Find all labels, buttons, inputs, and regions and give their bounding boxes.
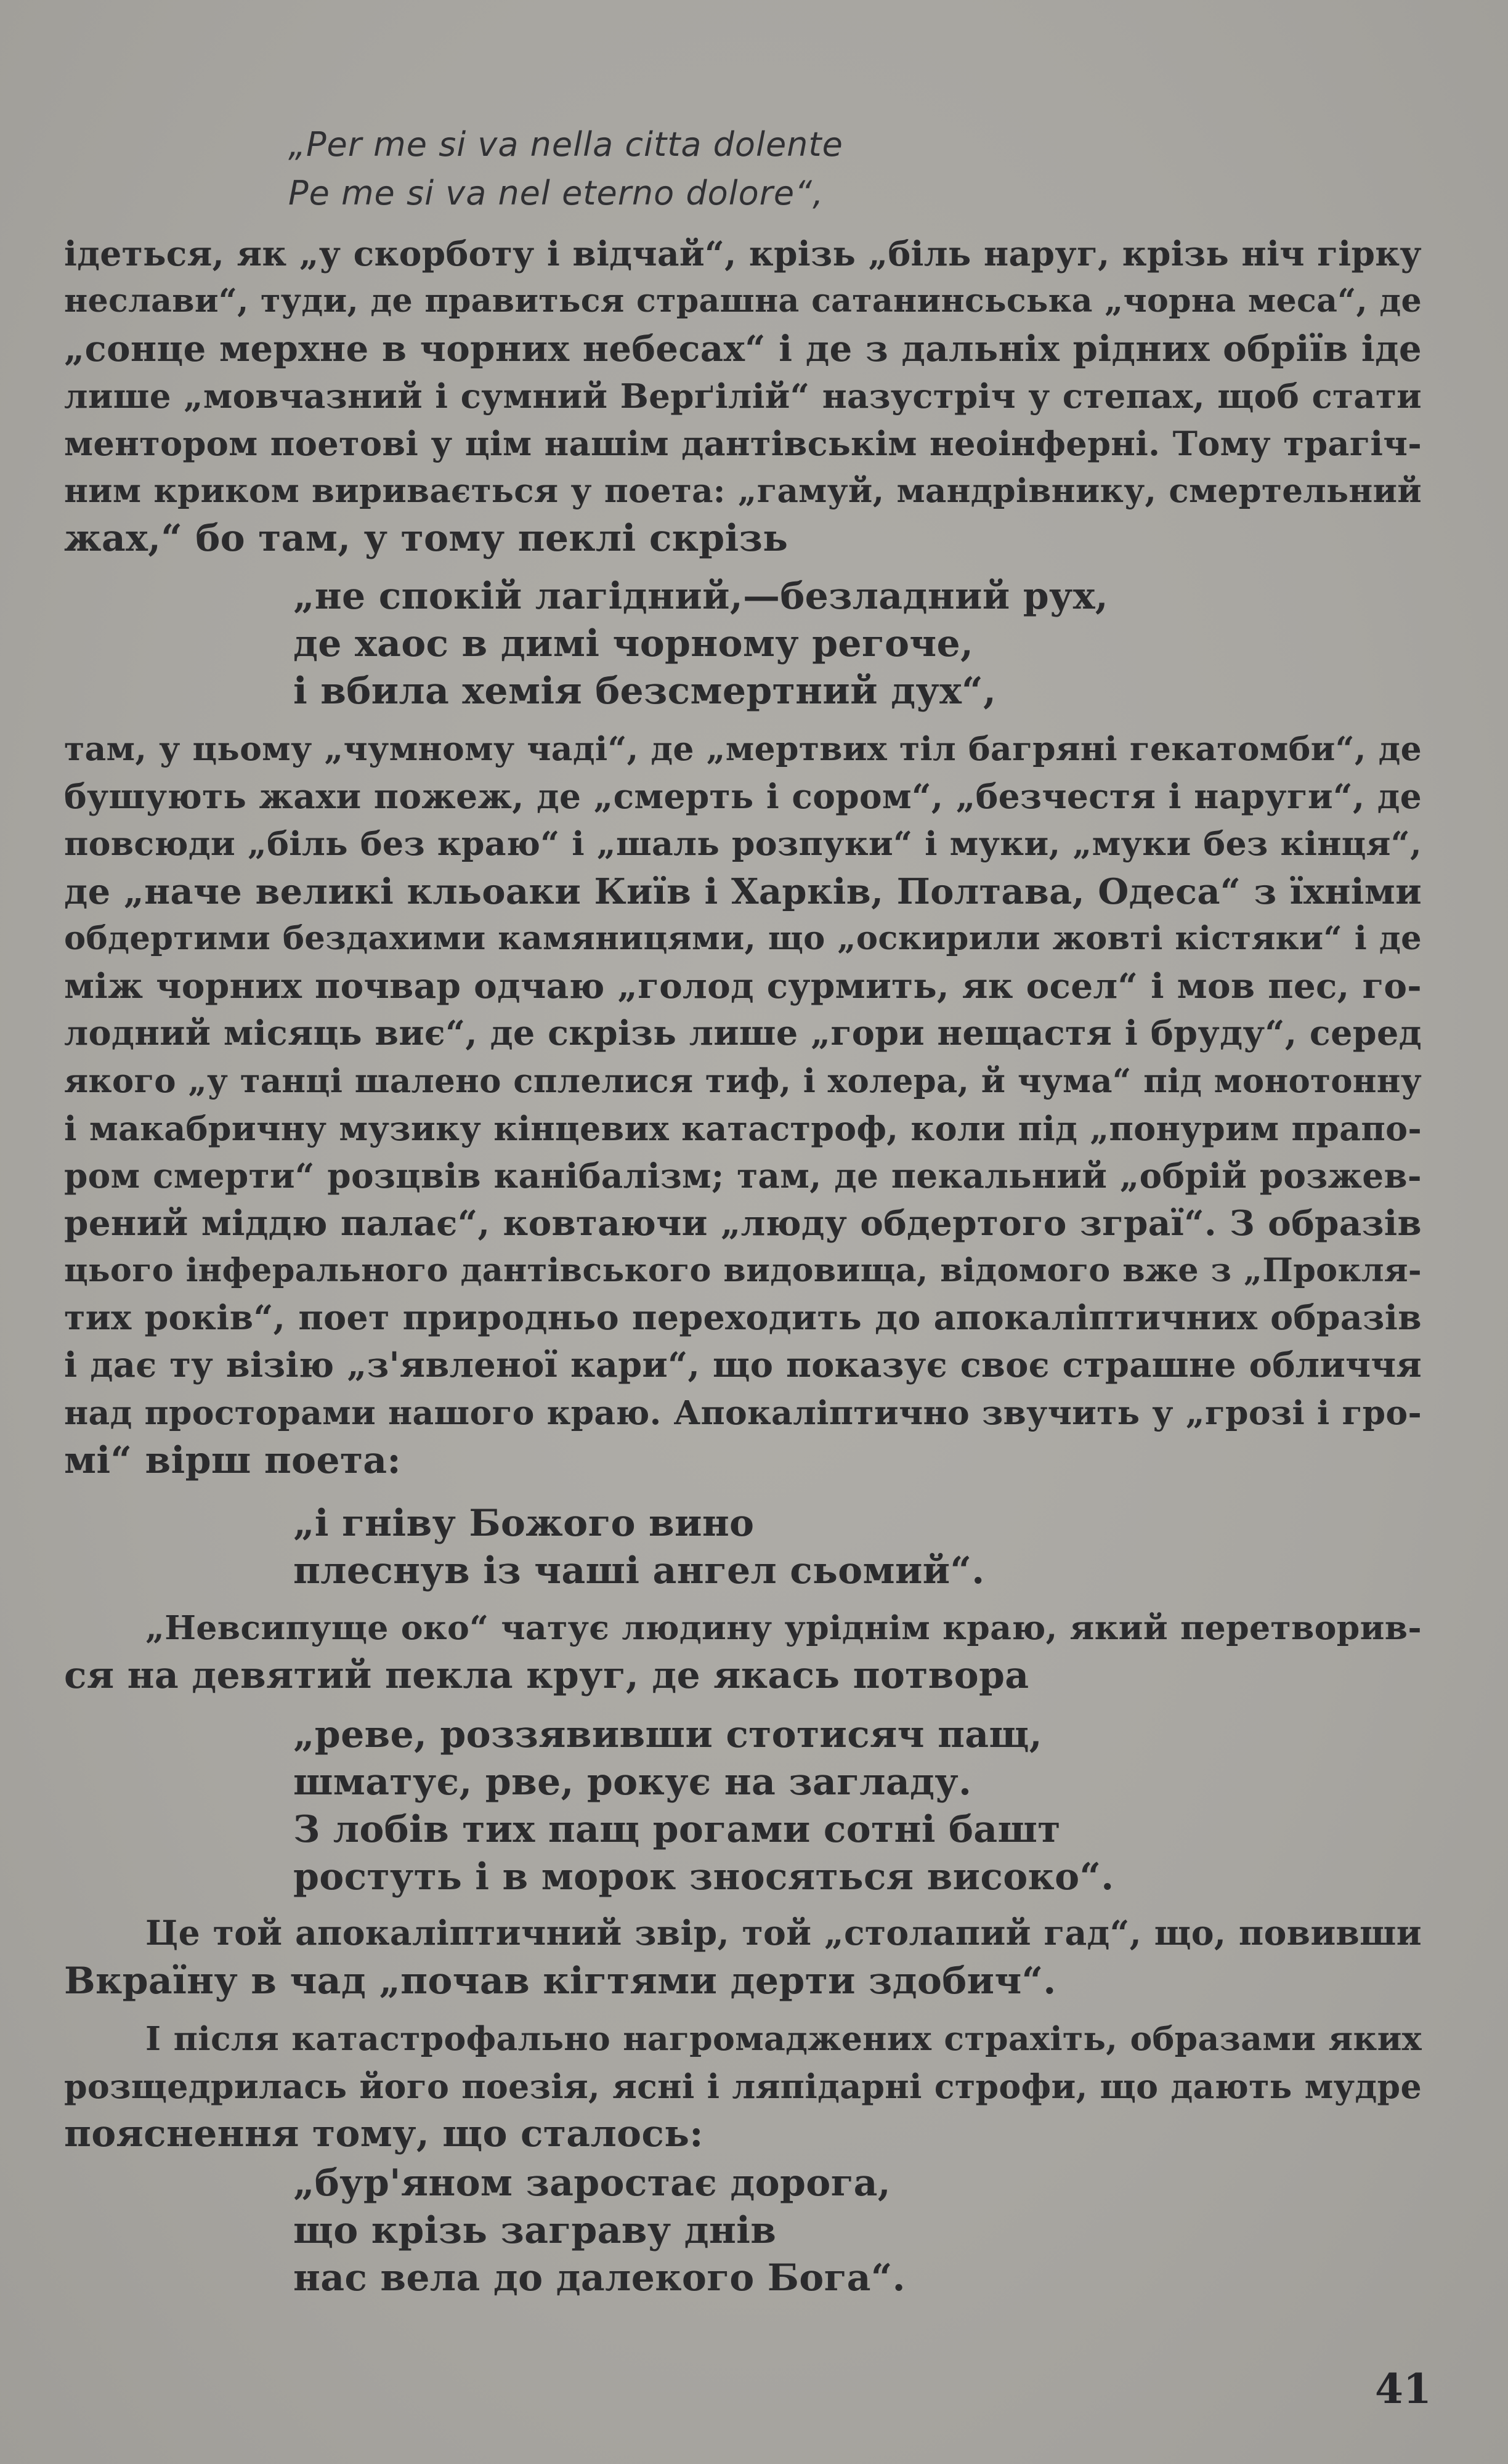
text-line: лодний місяць виє“, де скрізь лише „гори нещастя і бруду“, серед bbox=[64, 1013, 1422, 1053]
text-line: де „наче великі кльоаки Київ і Харків, Полтава, Одеса“ з їхніми bbox=[64, 870, 1422, 912]
text-line: ментором поетові у цім нашім дантівськім неоінферні. Тому трагіч- bbox=[64, 424, 1422, 463]
text-line: ром смерти“ розцвів канібалізм; там, де пекальний „обрій розжев- bbox=[64, 1156, 1422, 1196]
poem-line: З лобів тих пащ рогами сотні башт bbox=[293, 1808, 1061, 1851]
poem-line: ростуть і в морок зносяться високо“. bbox=[293, 1855, 1114, 1899]
text-line: ся на девятий пекла круг, де якась потвора bbox=[64, 1654, 1029, 1697]
text-line: повсюди „біль без краю“ і „шаль розпуки“ і муки, „муки без кінця“, bbox=[64, 824, 1422, 863]
text-line: там, у цьому „чумному чаді“, де „мертвих тіл багряні гекатомби“, де bbox=[64, 729, 1422, 768]
text-line: якого „у танці шалено сплелися тиф, і холера, й чума“ під монотонну bbox=[64, 1062, 1422, 1100]
poem-line: „і гніву Божого вино bbox=[293, 1502, 755, 1545]
poem-line: шматує, рве, рокує на загладу. bbox=[293, 1761, 972, 1804]
poem-line: де хаос в димі чорному регоче, bbox=[293, 622, 974, 665]
text-line: „Невсипуще око“ чатує людину уріднім краю, який перетворив- bbox=[145, 1608, 1422, 1647]
poem-line: плеснув із чаші ангел сьомий“. bbox=[293, 1549, 985, 1592]
text-line: бушують жахи пожеж, де „смерть і сором“, „безчестя і наруги“, де bbox=[64, 776, 1422, 816]
text-line: лише „мовчазний і сумний Верґілій“ назустріч у степах, щоб стати bbox=[64, 376, 1422, 416]
text-line: „сонце мерхне в чорних небесах“ і де з дальніх рідних обріїв іде bbox=[64, 328, 1422, 370]
text-line: між чорних почвар одчаю „голод сурмить, як осел“ і мов пес, го- bbox=[64, 966, 1422, 1007]
poem-line: „не спокій лагідний,—безладний рух, bbox=[293, 575, 1108, 618]
text-line: ідеться, як „у скорботу і відчай“, крізь „біль наруг, крізь ніч гірку bbox=[64, 233, 1422, 274]
text-line: мі“ вірш поета: bbox=[64, 1439, 401, 1482]
epigraph-line: Pe me si va nel eterno dolore“, bbox=[288, 174, 824, 213]
text-line: Це той апокаліптичний звір, той „столапий гад“, що, повивши bbox=[145, 1913, 1422, 1953]
text-line: рений міддю палає“, ковтаючи „люду обдертого зграї“. З образів bbox=[64, 1203, 1422, 1244]
text-line: пояснення тому, що сталось: bbox=[64, 2112, 703, 2155]
poem-line: „реве, роззявивши стотисяч пащ, bbox=[293, 1713, 1042, 1756]
text-line: розщедрилась його поезія, ясні і ляпідарні строфи, що дають мудре bbox=[64, 2067, 1422, 2106]
text-line: жах,“ бо там, у тому пеклі скрізь bbox=[64, 517, 788, 560]
text-line: над просторами нашого краю. Апокаліптично звучить у „грозі і гро- bbox=[64, 1393, 1422, 1432]
text-line: неслави“, туди, де правиться страшна сатанинсьська „чорна меса“, де bbox=[64, 282, 1422, 320]
poem-line: „бур'яном заростає дорога, bbox=[293, 2162, 891, 2205]
poem-line: нас вела до далекого Бога“. bbox=[293, 2256, 906, 2300]
text-line: і макабричну музику кінцевих катастроф, коли під „понурим прапо- bbox=[64, 1109, 1422, 1148]
text-line: ним криком виривається у поета: „гамуй, мандрівнику, смертельний bbox=[64, 471, 1422, 510]
text-line: І після катастрофально нагромаджених страхіть, образами яких bbox=[145, 2019, 1422, 2058]
text-line: і дає ту візію „з'явленої кари“, що показує своє страшне обличчя bbox=[64, 1345, 1422, 1385]
poem-line: що крізь заграву днів bbox=[293, 2209, 777, 2252]
text-line: Вкраїну в чад „почав кігтями дерти здобич“. bbox=[64, 1959, 1056, 2003]
text-line: тих років“, поет природньо переходить до апокаліптичних образів bbox=[64, 1298, 1422, 1338]
page-number: 41 bbox=[1375, 2365, 1432, 2413]
poem-line: і вбила хемія безсмертний дух“, bbox=[293, 670, 997, 713]
text-line: цього інферального дантівського видовища, відомого вже з „Прокля- bbox=[64, 1252, 1422, 1289]
epigraph-line: „Per me si va nella citta dolente bbox=[288, 125, 843, 164]
text-line: обдертими бездахими камяницями, що „оскирили жовті кістяки“ і де bbox=[64, 920, 1422, 957]
